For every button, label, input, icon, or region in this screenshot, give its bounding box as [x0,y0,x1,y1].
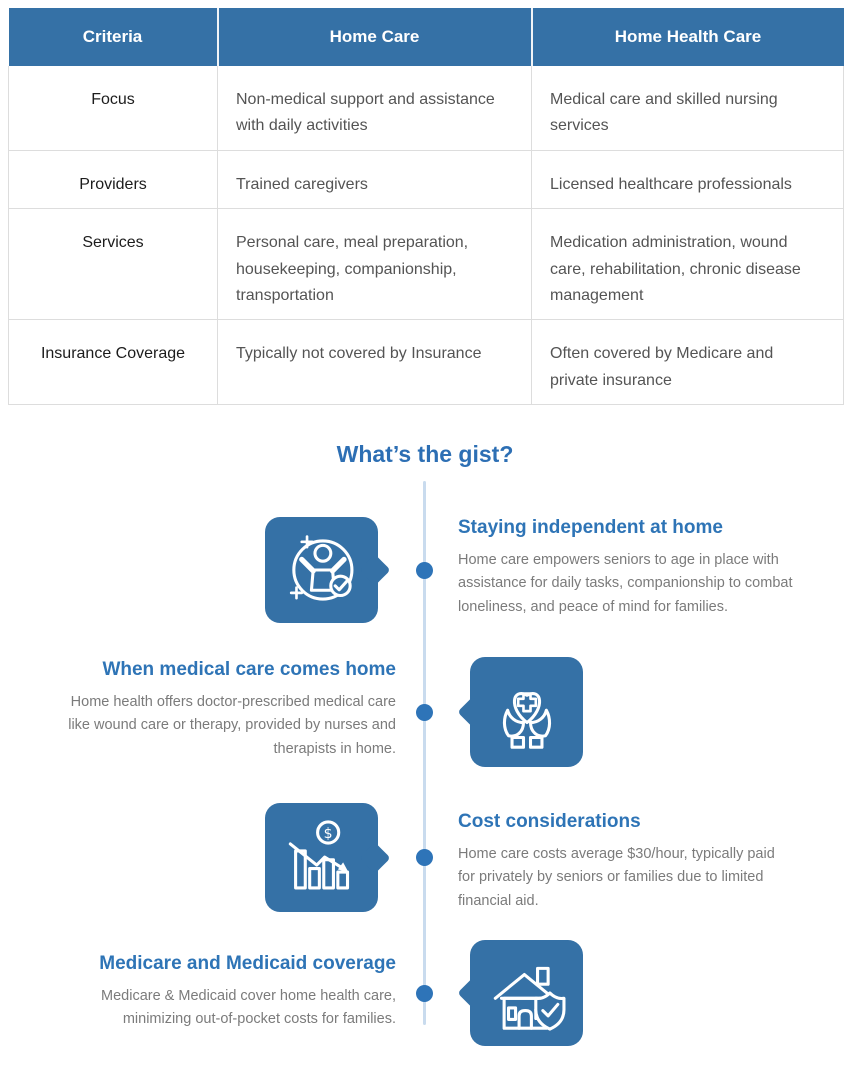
row-label: Insurance Coverage [9,320,218,405]
table-header-row [9,8,844,66]
home-health-care-cell: Medication administration, wound care, rehabilitation, chronic disease management [532,209,844,320]
gist-item-heading: Staying independent at home [458,517,723,538]
home-health-care-cell: Licensed healthcare professionals [532,150,844,208]
timeline-dot [416,562,433,579]
row-label: Services [9,209,218,320]
row-label: Providers [9,150,218,208]
hands-holding-medical-heart-icon [470,657,583,767]
timeline-dot [416,849,433,866]
home-health-care-cell: Medical care and skilled nursing services [532,66,844,150]
gist-item-body: Home health offers doctor-prescribed medical care like wound care or therapy, provided by nurses and therapists in home. [68,694,396,757]
gist-item-body: Home care empowers seniors to age in place with assistance for daily tasks, companionship to combat loneliness, and peace of mind for families. [458,552,793,615]
comparison-table [8,8,843,405]
gist-item-heading: Cost considerations [458,811,641,832]
home-care-cell: Typically not covered by Insurance [218,320,532,405]
gist-infographic [0,393,850,1076]
timeline-dot [416,985,433,1002]
table-row [9,150,844,208]
home-care-cell: Personal care, meal preparation, housekeeping, companionship, transportation [218,209,532,320]
declining-cost-chart-icon [265,803,378,912]
gist-item-medicare-medicaid [60,953,396,1032]
row-label: Focus [9,66,218,150]
header-criteria: Criteria [9,8,218,66]
table-row [9,66,844,150]
home-health-care-cell: Often covered by Medicare and private insurance [532,320,844,405]
header-home-health-care: Home Health Care [532,8,844,66]
gist-item-heading: When medical care comes home [102,659,396,680]
gist-item-medical-care-home [52,659,396,761]
gist-item-staying-independent [458,517,830,619]
gist-item-body: Home care costs average $30/hour, typically paid for privately by seniors or families due to limited financial aid. [458,846,775,909]
gist-item-body: Medicare & Medicaid cover home health care, minimizing out-of-pocket costs for families. [101,988,396,1028]
table-row [9,320,844,405]
person-celebrating-check-icon [265,517,378,623]
gist-item-cost-considerations [458,811,794,913]
home-care-cell: Non-medical support and assistance with daily activities [218,66,532,150]
table-row [9,209,844,320]
gist-item-heading: Medicare and Medicaid coverage [99,953,396,974]
insured-home-shield-icon [470,940,583,1046]
home-care-cell: Trained caregivers [218,150,532,208]
svg-text:$: $ [323,825,333,842]
header-home-care: Home Care [218,8,532,66]
gist-title: What’s the gist? [336,441,514,467]
timeline-dot [416,704,433,721]
